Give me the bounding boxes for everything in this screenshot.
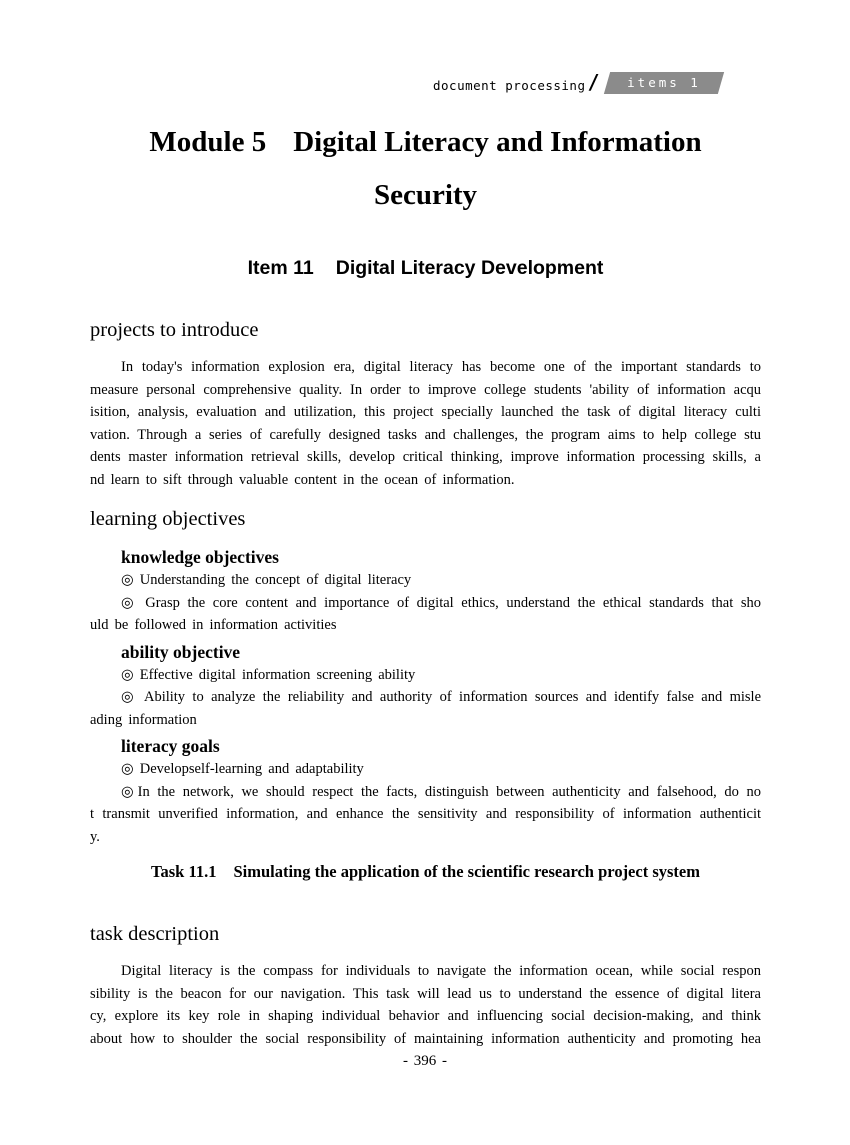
text-line: ◎ Effective digital information screening ability — [121, 666, 416, 683]
item-subtitle-text: Digital Literacy Development — [335, 257, 604, 279]
item-subtitle — [90, 256, 761, 280]
section-heading: projects to introduce — [90, 319, 259, 341]
task-heading-text: Simulating the application of the scientific research project system — [233, 862, 700, 881]
text-line: y. — [90, 828, 100, 845]
subsection-heading: literacy goals — [121, 736, 220, 756]
module-title-line2: Security — [373, 179, 478, 211]
task-heading — [90, 860, 761, 884]
text-line: uld be followed in information activities — [90, 617, 337, 633]
text-line: ading information — [90, 711, 197, 728]
bullet-item — [90, 781, 761, 849]
text-line: In today's information explosion era, digital literacy has become one of the important standards to — [121, 359, 761, 375]
section-heading: task description — [90, 923, 220, 945]
text-line: t transmit unverified information, and enhance the sensitivity and responsibility of information authenticit — [90, 806, 761, 822]
text-line: isition, analysis, evaluation and utilization, this project specially launched the task of digital literacy culti — [90, 404, 761, 420]
paragraph — [90, 960, 761, 1050]
text-line: measure personal comprehensive quality. In order to improve college students 'ability of information acqu — [90, 381, 761, 398]
subsection-heading: knowledge objectives — [121, 547, 279, 567]
bullet-item — [90, 592, 761, 637]
text-line: ◎ Ability to analyze the reliability and authority of information sources and identify false and misle — [121, 689, 761, 705]
module-title — [90, 116, 761, 222]
text-line: about how to shoulder the social responsibility of maintaining information authenticity and promoting hea — [90, 1030, 761, 1047]
slash-divider-icon: / — [587, 70, 601, 94]
section-heading: learning objectives — [90, 508, 246, 530]
text-line: Digital literacy is the compass for individuals to navigate the information ocean, while social respon — [121, 963, 761, 979]
text-line: sibility is the beacon for our navigation. This task will lead us to understand the essence of digital litera — [90, 985, 761, 1002]
text-line: dents master information retrieval skills, develop critical thinking, improve information processing skills, a — [90, 449, 761, 465]
text-line: vation. Through a series of carefully designed tasks and challenges, the program aims to help college stu — [90, 426, 761, 443]
text-line: ◎ Developself-learning and adaptability — [121, 761, 364, 777]
bullet-item — [90, 569, 761, 592]
text-line: cy, explore its key role in shaping individual behavior and influencing social decision-making, and think — [90, 1008, 761, 1024]
module-number: Module 5 — [149, 126, 267, 158]
subsection-heading: ability objective — [121, 641, 241, 662]
page-number: - 396 - — [403, 1053, 447, 1069]
text-line: ◎In the network, we should respect the facts, distinguish between authenticity and falsehood, do no — [121, 783, 761, 800]
bullet-item — [90, 758, 761, 781]
bullet-item — [90, 664, 761, 687]
items-badge-label: items 1 — [627, 75, 701, 90]
module-title-line1 — [90, 116, 761, 169]
module-title-text: Digital Literacy and Information — [293, 126, 702, 158]
text-line: ◎ Grasp the core content and importance of digital ethics, understand the ethical standards that sho — [121, 594, 761, 611]
paragraph — [90, 356, 761, 491]
task-number: Task 11.1 — [151, 862, 217, 881]
item-number: Item 11 — [247, 257, 314, 279]
document-page — [90, 0, 761, 1050]
text-line: nd learn to sift through valuable content in the ocean of information. — [90, 471, 515, 488]
document-body — [90, 317, 761, 1050]
breadcrumb: document processing — [433, 77, 586, 93]
bullet-item — [90, 686, 761, 731]
text-line: ◎ Understanding the concept of digital literacy — [121, 572, 412, 588]
